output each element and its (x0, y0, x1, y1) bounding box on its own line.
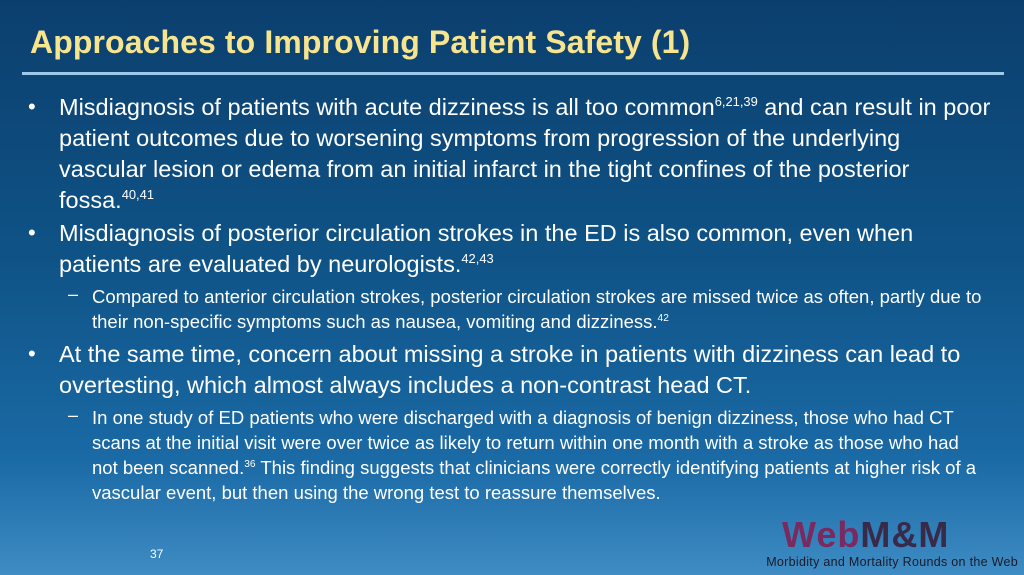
logo-wordmark (782, 514, 949, 556)
sub-bullet-3-1 (0, 405, 1024, 505)
citation: 40,41 (121, 187, 155, 203)
bullet-text: At the same time, concern about missing a stroke in patients with dizziness can lead to overtesting, which almost always includes a non-contrast head CT. (59, 341, 961, 398)
slide-title: Approaches to Improving Patient Safety (1) (30, 24, 691, 60)
citation: 42 (657, 312, 669, 324)
citation: 42,43 (461, 251, 494, 267)
sub-bullet-text: Compared to anterior circulation strokes, posterior circulation strokes are missed twice as often, partly due to their non-specific symptoms such as nausea, vomiting and dizziness. (92, 286, 982, 332)
logo-wordmark-web: Web (782, 514, 861, 555)
sub-bullet-text: This finding suggests that clinicians were correctly identifying patients at higher risk of a vascular event, but then using the wrong test to reassure themselves. (92, 457, 977, 503)
logo-wordmark-mm: M&M (860, 514, 950, 555)
bullet-1 (0, 92, 1024, 216)
bullet-text: Misdiagnosis of patients with acute dizziness is all too common (59, 94, 715, 120)
logo-tagline: Morbidity and Mortality Rounds on the Web (766, 555, 1018, 569)
page-number: 37 (150, 547, 164, 561)
title-divider (22, 72, 1004, 75)
sub-bullet-2-1 (0, 284, 1024, 334)
bullet-icon: • (28, 341, 36, 366)
bullet-2 (0, 218, 1024, 280)
slide-content (0, 92, 1024, 510)
bullet-text: Misdiagnosis of posterior circulation strokes in the ED is also common, even when patients are evaluated by neurologists. (59, 220, 914, 277)
dash-icon: – (68, 405, 79, 425)
dash-icon: – (68, 284, 79, 304)
bullet-text: and can result in poor patient outcomes due to worsening symptoms from progression of the underlying vascular lesion or edema from an initial infarct in the tight confines of the posterior fossa. (59, 94, 991, 213)
bullet-icon: • (28, 94, 36, 119)
citation: 6,21,39 (714, 94, 758, 110)
sub-bullet-text: In one study of ED patients who were discharged with a diagnosis of benign dizziness, those who had CT scans at the initial visit were over twice as likely to return within one month with a stroke as those who had not been scanned. (92, 407, 959, 478)
bullet-3 (0, 339, 1024, 401)
webmm-logo (766, 514, 1018, 570)
citation: 36 (244, 458, 256, 470)
bullet-icon: • (28, 220, 36, 245)
